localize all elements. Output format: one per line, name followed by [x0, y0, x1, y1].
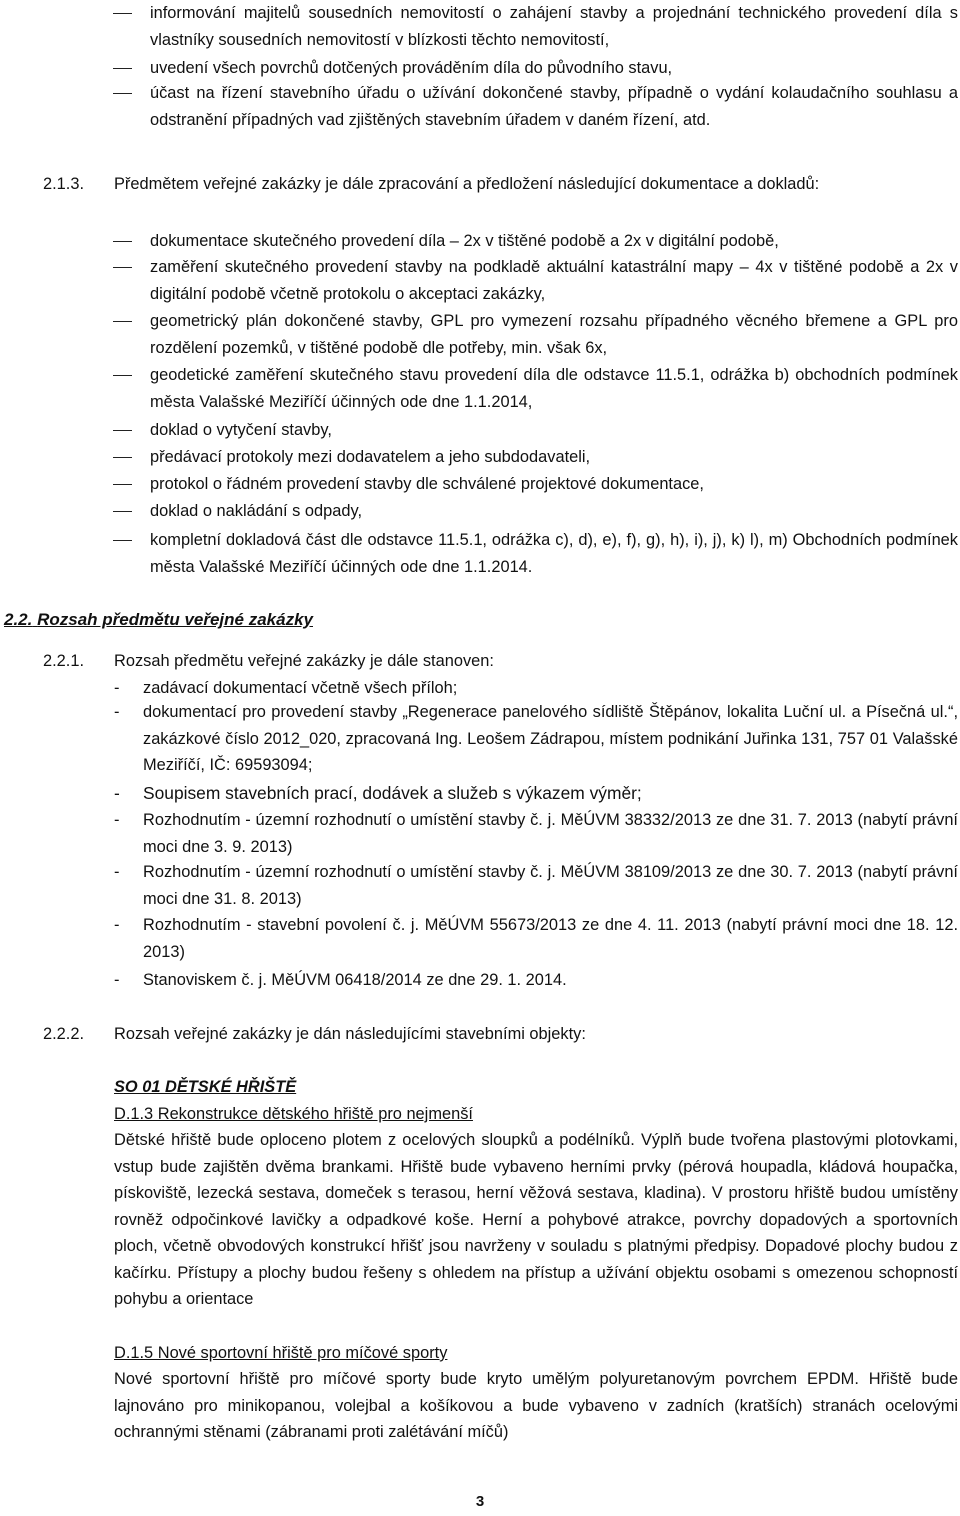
list-item	[114, 807, 958, 860]
section-number: 2.2.1.	[43, 652, 85, 670]
list-item-text: zadávací dokumentací včetně všech příloh;	[143, 679, 458, 697]
dash-bullet	[113, 511, 132, 512]
list-item	[150, 0, 958, 53]
hyphen-bullet: -	[114, 783, 120, 803]
list-item-text: účast na řízení stavebního úřadu o užívání dokončené stavby, případně o vydání kolaudačního souhlasu a odstranění případných vad zjištěných stavebním úřadem v daném řízení, atd.	[150, 84, 958, 129]
object-title: SO 01 DĚTSKÉ HŘIŠTĚ	[114, 1078, 297, 1096]
subsection-title: D.1.3 Rekonstrukce dětského hřiště pro nejmenší	[114, 1105, 473, 1123]
list-item	[150, 308, 958, 361]
list-item	[114, 859, 958, 912]
list-item	[150, 80, 958, 133]
list-item-text: předávací protokoly mezi dodavatelem a jeho subdodavateli,	[150, 448, 591, 466]
page-number: 3	[475, 1493, 485, 1510]
list-item	[114, 675, 958, 702]
list-item	[114, 967, 958, 994]
list-item-text: geodetické zaměření skutečného stavu provedení díla dle odstavce 11.5.1, odrážka b) obchodních podmínek města Valašské Meziříčí účinných ode dne 1.1.2014,	[150, 366, 958, 411]
list-item-text: geometrický plán dokončené stavby, GPL pro vymezení rozsahu případného věcného břemene a GPL pro rozdělení pozemků, v tištěné podobě dle potřeby, min. však 6x,	[150, 312, 958, 357]
list-item	[150, 527, 958, 580]
list-item	[150, 55, 958, 82]
subsection-paragraph: Nové sportovní hřiště pro míčové sporty bude kryto umělým polyuretanovým povrchem EPDM. Hřiště bude lajnováno pro minikopanou, volejbal a košíkovou a bude vybaveno v zadních (kratších) stranách ocelovými ochrannými stěnami (zábranami proti zalétávání míčů)	[114, 1370, 958, 1441]
dash-bullet	[113, 241, 132, 242]
list-item-text: doklad o nakládání s odpady,	[150, 502, 363, 520]
subsection-title: D.1.5 Nové sportovní hřiště pro míčové sporty	[114, 1344, 448, 1362]
list-item	[114, 699, 958, 779]
dash-bullet	[113, 457, 132, 458]
list-item-text: uvedení všech povrchů dotčených prováděním díla do původního stavu,	[150, 59, 673, 77]
list-item-text: informování majitelů sousedních nemovitostí o zahájení stavby a projednání technického provedení díla s vlastníky sousedních nemovitostí v blízkosti těchto nemovitostí,	[150, 4, 958, 49]
hyphen-bullet: -	[114, 916, 120, 934]
section-heading-title: Rozsah předmětu veřejné zakázky	[37, 610, 313, 629]
list-item	[150, 417, 958, 444]
subsection-paragraph: Dětské hřiště bude oploceno plotem z ocelových sloupků a podélníků. Výplň bude tvořena plastovými plotovkami, vstup bude zajištěn dvěma brankami. Hřiště bude vybaveno herními prvky (pérová houpadla, kládová houpačka, pískoviště, lezecká sestava, domeček s terasou, herní věžová sestava, kladina). V prostoru hřiště budou umístěny rovněž odpočinkové lavičky a odpadkové koše. Herní a pohybové atrakce, povrchy dopadových a sportovních ploch, včetně obvodových konstrukcí hřišť jsou navrženy v souladu s platnými předpisy. Dopadové plochy budou z kačírku. Přístupy a plochy budou řešeny s ohledem na přístup a užívání objektu osobami s omezenou schopností pohybu a orientace	[114, 1131, 958, 1308]
list-item-text: Rozhodnutím - územní rozhodnutí o umístění stavby č. j. MěÚVM 38332/2013 ze dne 31. 7. 2013 (nabytí právní moci dne 3. 9. 2013)	[143, 811, 958, 856]
list-item	[150, 444, 958, 471]
dash-bullet	[113, 68, 132, 69]
list-item-text: Stanoviskem č. j. MěÚVM 06418/2014 ze dne 29. 1. 2014.	[143, 971, 567, 989]
section-number: 2.2.2.	[43, 1025, 85, 1043]
list-item-text: kompletní dokladová část dle odstavce 11.5.1, odrážka c), d), e), f), g), h), i), j), k) l), m) Obchodních podmínek města Valašské Meziříčí účinných ode dne 1.1.2014.	[150, 531, 958, 576]
section-intro: Rozsah veřejné zakázky je dán následujícími stavebními objekty:	[114, 1025, 586, 1043]
dash-bullet	[113, 540, 132, 541]
list-item	[114, 780, 958, 807]
dash-bullet	[113, 13, 132, 14]
list-item	[150, 498, 958, 525]
list-item-text: dokumentace skutečného provedení díla – 2x v tištěné podobě a 2x v digitální podobě,	[150, 232, 779, 250]
dash-bullet	[113, 484, 132, 485]
section-heading	[4, 607, 313, 634]
section-intro	[114, 171, 958, 198]
list-item-text: Rozhodnutím - stavební povolení č. j. MěÚVM 55673/2013 ze dne 4. 11. 2013 (nabytí právní moci dne 18. 12. 2013)	[143, 916, 958, 961]
list-item	[150, 471, 958, 498]
list-item	[150, 228, 958, 255]
list-item	[114, 912, 958, 965]
dash-bullet	[113, 430, 132, 431]
list-item-text: doklad o vytyčení stavby,	[150, 421, 332, 439]
section-heading-number: 2.2.	[4, 610, 33, 629]
list-item-text: dokumentací pro provedení stavby „Regenerace panelového sídliště Štěpánov, lokalita Luční ul. a Písečná ul.“, zakázkové číslo 2012_020, zpracovaná Ing. Leošem Zádrapou, místem podnikání Juřinka 131, 757 01 Valašské Meziříčí, IČ: 69593094;	[143, 703, 958, 774]
section-intro-text: Předmětem veřejné zakázky je dále zpracování a předložení následující dokumentace a dokladů:	[114, 175, 820, 193]
dash-bullet	[113, 267, 132, 268]
section-number: 2.1.3.	[43, 175, 85, 193]
list-item-text: protokol o řádném provedení stavby dle schválené projektové dokumentace,	[150, 475, 704, 493]
list-item	[150, 362, 958, 415]
list-item-text: Rozhodnutím - územní rozhodnutí o umístění stavby č. j. MěÚVM 38109/2013 ze dne 30. 7. 2013 (nabytí právní moci dne 31. 8. 2013)	[143, 863, 958, 908]
dash-bullet	[113, 375, 132, 376]
hyphen-bullet: -	[114, 971, 120, 989]
hyphen-bullet: -	[114, 811, 120, 829]
list-item-text: Soupisem stavebních prací, dodávek a služeb s výkazem výměr;	[143, 783, 642, 803]
hyphen-bullet: -	[114, 863, 120, 881]
list-item	[150, 254, 958, 307]
dash-bullet	[113, 321, 132, 322]
hyphen-bullet: -	[114, 703, 120, 721]
dash-bullet	[113, 93, 132, 94]
hyphen-bullet: -	[114, 679, 120, 697]
list-item-text: zaměření skutečného provedení stavby na podkladě aktuální katastrální mapy – 4x v tištěné podobě a 2x v digitální podobě včetně protokolu o akceptaci zakázky,	[150, 258, 958, 303]
section-intro: Rozsah předmětu veřejné zakázky je dále stanoven:	[114, 652, 494, 670]
